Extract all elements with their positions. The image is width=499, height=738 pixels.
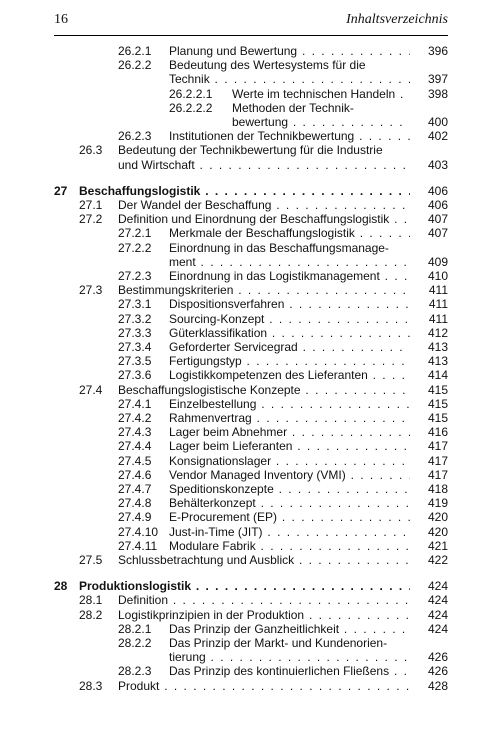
toc-entry-line (0, 297, 499, 311)
section-number: 27 (54, 183, 68, 198)
section-title: Bestimmungskriterien . . . (118, 283, 410, 297)
page-ref: 426 (427, 664, 448, 679)
section-number: 28.3 (79, 678, 103, 693)
section-title: Planung und Bewertung . . . (169, 44, 410, 58)
page-ref: 424 (427, 579, 448, 594)
toc-entry-line (0, 129, 499, 143)
page-ref: 413 (427, 340, 448, 354)
page-ref: 428 (427, 678, 448, 693)
section-number: 27.4 (79, 382, 103, 397)
section-title: Speditionskonzepte . . . (169, 482, 410, 496)
section-title: Produktionslogistik . . . (79, 579, 410, 593)
toc-entry-line (0, 636, 499, 650)
section-title: Das Prinzip des kontinuierlichen Fließens . . . (169, 664, 410, 678)
section-number: 27.4.10 (118, 524, 159, 539)
section-number: 27.5 (79, 553, 103, 567)
page-ref: 417 (427, 453, 448, 468)
toc-entry-line (0, 608, 499, 622)
page-ref: 417 (427, 467, 448, 482)
section-number: 27.4.6 (118, 467, 152, 482)
section-title: Just-in-Time (JIT) . . . (169, 525, 410, 539)
section-title: Rahmenvertrag . . . (169, 411, 410, 425)
section-number: 27.2.2 (118, 240, 152, 255)
toc-entry-line (0, 44, 499, 58)
page-ref: 419 (427, 496, 448, 511)
toc-entry-line (0, 439, 499, 453)
section-title: Einzelbestellung . . . (169, 397, 410, 411)
section-title: Definition . . . (118, 593, 410, 607)
section-number: 27.3.1 (118, 297, 152, 312)
toc-entry-line (0, 354, 499, 368)
section-number: 26.2.3 (118, 129, 152, 144)
toc-entry-line (0, 198, 499, 212)
section-number: 27.2.3 (118, 269, 152, 283)
section-number: 27.3.2 (118, 311, 152, 326)
toc-entry-line (0, 255, 499, 269)
page-ref: 412 (427, 325, 448, 340)
toc-entry-line (0, 622, 499, 636)
toc-entry-line (0, 143, 499, 157)
page-ref: 426 (427, 650, 448, 665)
toc-entry-line (0, 650, 499, 664)
page-ref: 410 (427, 269, 448, 283)
page-ref: 406 (427, 183, 448, 198)
page-ref: 416 (427, 425, 448, 440)
section-number: 27.2 (79, 212, 103, 227)
section-number: 27.4.7 (118, 482, 152, 496)
toc-entry-line (0, 340, 499, 354)
section-number: 27.3 (79, 283, 103, 298)
section-title: Der Wandel der Beschaffung . . . (118, 198, 410, 212)
toc-entry-line (0, 226, 499, 240)
page-ref: 420 (427, 510, 448, 525)
section-title: Bedeutung der Technikbewertung für die Industrie (118, 143, 383, 158)
page-ref: 403 (427, 157, 448, 172)
page-ref: 415 (427, 382, 448, 397)
section-title: Technik . . . (169, 72, 410, 86)
section-title: Sourcing-Konzept . . . (169, 312, 410, 326)
page-ref: 396 (427, 44, 448, 58)
section-title: tierung . . . (169, 650, 410, 664)
section-number: 27.3.4 (118, 340, 152, 354)
toc-entry-line (0, 72, 499, 86)
page-ref: 424 (427, 607, 448, 622)
section-number: 27.4.4 (118, 439, 152, 454)
section-title: Das Prinzip der Ganzheitlichkeit . . . (169, 622, 410, 636)
toc-entry-line (0, 525, 499, 539)
section-number: 28.2.3 (118, 664, 152, 679)
toc-entry-line (0, 679, 499, 693)
section-number: 28 (54, 579, 68, 594)
toc-entry-line (0, 397, 499, 411)
toc-entry-line (0, 468, 499, 482)
toc-entry-line (0, 482, 499, 496)
toc-entry-line (0, 454, 499, 468)
page-ref: 397 (427, 72, 448, 87)
section-title: E-Procurement (EP) . . . (169, 510, 410, 524)
toc-entry-line (0, 593, 499, 607)
section-title: Konsignationslager . . . (169, 454, 410, 468)
section-title: Beschaffungslogistik . . . (79, 184, 410, 198)
section-title: Produkt . . . (118, 679, 410, 693)
page-ref: 422 (427, 553, 448, 567)
toc-entry-line (0, 101, 499, 115)
section-title: Werte im technischen Handeln . . . (232, 87, 410, 101)
toc-entry-line (0, 58, 499, 72)
page-ref: 411 (428, 311, 448, 326)
toc-entry-line (0, 553, 499, 567)
page-ref: 402 (427, 129, 448, 144)
section-title: Schlussbetrachtung und Ausblick . . . (118, 553, 410, 567)
section-title: Logistikkompetenzen des Lieferanten . . . (169, 368, 410, 382)
toc-entry-line (0, 115, 499, 129)
running-header-title: Inhaltsverzeichnis (346, 12, 448, 27)
toc-entry-line (0, 510, 499, 524)
section-number: 27.1 (79, 198, 103, 212)
page-ref: 406 (427, 198, 448, 212)
page-ref: 424 (427, 593, 448, 608)
toc-entry-line (0, 539, 499, 553)
toc-entry-line (0, 411, 499, 425)
section-number: 26.3 (79, 143, 103, 158)
toc-entry-line (0, 241, 499, 255)
page-ref: 414 (427, 368, 448, 383)
toc-entry-line (0, 158, 499, 172)
section-title: Das Prinzip der Markt- und Kundenorien- (169, 636, 388, 650)
page-ref: 411 (428, 297, 448, 312)
section-title: Institutionen der Technikbewertung . . . (169, 129, 410, 143)
section-title: bewertung . . . (232, 115, 410, 129)
section-number: 27.4.11 (118, 538, 158, 553)
section-number: 28.2.1 (118, 621, 152, 636)
section-number: 28.2 (79, 607, 103, 622)
section-title: Merkmale der Beschaffungslogistik . . . (169, 226, 410, 240)
section-title: Bedeutung des Wertesystems für die (169, 58, 366, 73)
section-number: 26.2.2 (118, 58, 152, 73)
toc-entry-line (0, 368, 499, 382)
section-number: 27.4.8 (118, 496, 152, 511)
section-number: 27.4.5 (118, 453, 152, 468)
page-ref: 409 (427, 254, 448, 269)
section-title: Lager beim Lieferanten . . . (169, 439, 410, 453)
toc-entry-line (0, 283, 499, 297)
toc-entry-line (0, 184, 499, 198)
toc-entry-line (0, 496, 499, 510)
section-title: Geforderter Servicegrad . . . (169, 340, 410, 354)
page-ref: 421 (427, 538, 448, 553)
page-ref: 411 (428, 283, 448, 298)
page-ref: 413 (427, 354, 448, 369)
page-ref: 417 (427, 439, 448, 454)
toc-entry-line (0, 664, 499, 678)
page-ref: 418 (427, 482, 448, 496)
section-title: ment . . . (169, 255, 410, 269)
toc-entry-line (0, 87, 499, 101)
section-title: Methoden der Technik- (232, 100, 354, 115)
page-ref: 398 (427, 86, 448, 101)
page-ref: 400 (427, 115, 448, 129)
section-number: 27.2.1 (118, 226, 152, 241)
toc-entry-line (0, 312, 499, 326)
section-title: Modulare Fabrik . . . (169, 539, 410, 553)
section-title: Definition und Einordnung der Beschaffungslogistik . . . (118, 212, 410, 226)
page-ref: 407 (427, 212, 448, 227)
section-number: 27.3.6 (118, 368, 152, 383)
section-number: 27.4.1 (118, 396, 152, 411)
section-number: 28.2.2 (118, 636, 152, 650)
section-title: Beschaffungslogistische Konzepte . . . (118, 383, 410, 397)
page-ref: 420 (427, 524, 448, 539)
toc-entry-line (0, 579, 499, 593)
section-title: Dispositionsverfahren . . . (169, 297, 410, 311)
toc-entry-line (0, 212, 499, 226)
section-number: 27.4.3 (118, 425, 152, 440)
section-number: 27.4.2 (118, 411, 152, 425)
section-number: 27.3.5 (118, 354, 152, 369)
section-number: 26.2.1 (118, 44, 152, 58)
toc-entry-line (0, 326, 499, 340)
page-ref: 407 (427, 226, 448, 241)
section-number: 26.2.2.1 (169, 86, 213, 101)
page-ref: 424 (427, 621, 448, 636)
page-ref: 415 (427, 396, 448, 411)
section-title: und Wirtschaft . . . (118, 158, 410, 172)
section-title: Behälterkonzept . . . (169, 496, 410, 510)
toc-entry-line (0, 269, 499, 283)
section-number: 26.2.2.2 (169, 100, 213, 115)
toc-entry-line (0, 425, 499, 439)
page-number: 16 (54, 12, 68, 27)
section-number: 27.4.9 (118, 510, 152, 525)
section-title: Einordnung in das Logistikmanagement . . . (169, 269, 410, 283)
section-title: Logistikprinzipien in der Produktion . . . (118, 608, 410, 622)
page-ref: 415 (427, 411, 448, 425)
toc-entry-line (0, 383, 499, 397)
section-title: Fertigungstyp . . . (169, 354, 410, 368)
section-title: Einordnung in das Beschaffungsmanage- (169, 240, 389, 255)
section-number: 28.1 (79, 593, 103, 608)
section-title: Vendor Managed Inventory (VMI) . . . (169, 468, 410, 482)
section-title: Güterklassifikation . . . (169, 326, 410, 340)
section-title: Lager beim Abnehmer . . . (169, 425, 410, 439)
section-number: 27.3.3 (118, 325, 152, 340)
